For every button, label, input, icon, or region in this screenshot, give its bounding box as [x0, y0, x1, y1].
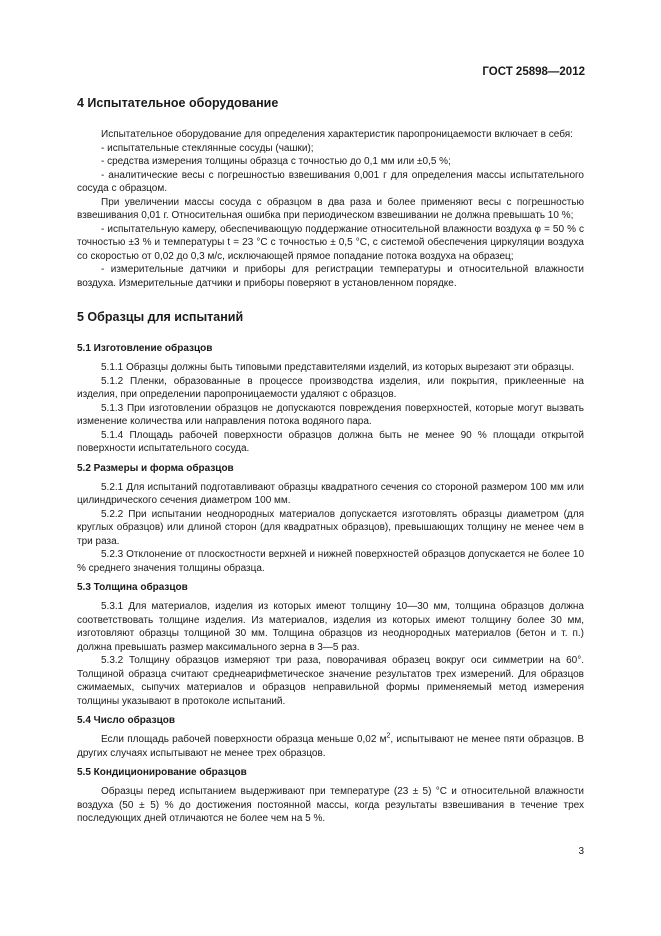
paragraph: Образцы перед испытанием выдерживают при температуре (23 ± 5) °С и относительной влажности воздуха (50 ± 5) % до достижения постоянной массы, когда результаты взвешивания в течение трех последующих дней отличаются не более чем на 5 %. [77, 786, 584, 824]
paragraph: 5.2.1 Для испытаний подготавливают образцы квадратного сечения со стороной размером 100 мм или цилиндрического сечения диаметром 100 мм. [77, 481, 584, 506]
paragraph: 5.1.4 Площадь рабочей поверхности образцов должна быть не менее 90 % площади открытой поверхности испытательного сосуда. [77, 429, 584, 454]
superscript: 2 [386, 732, 391, 740]
paragraph: 5.1.2 Пленки, образованные в процессе производства изделия, или покрытия, приклеенные на изделия, при определении паропроницаемости удаляют с образцов. [77, 375, 584, 400]
list-item: - аналитические весы с погрешностью взвешивания 0,001 г для определения массы испытательного сосуда с образцом. [77, 169, 584, 194]
text-run: , испытывают не менее пяти образцов. В других случаях испытывают не менее трех образцов. [77, 734, 585, 759]
paragraph: 5.1.3 При изготовлении образцов не допускаются повреждения поверхностей, которые могут вызвать изменение количества или направления потока водяного пара. [77, 402, 584, 427]
paragraph: Испытательное оборудование для определения характеристик паропроницаемости включает в себя: [101, 129, 573, 140]
document-header-id: ГОСТ 25898—2012 [482, 66, 585, 78]
list-item: - средства измерения толщины образца с точностью до 0,1 мм или ±0,5 %; [101, 156, 451, 167]
subsection-5-2-heading: 5.2 Размеры и форма образцов [77, 462, 234, 474]
page-number: 3 [578, 846, 584, 857]
paragraph: 5.2.3 Отклонение от плоскостности верхней и нижней поверхностей образцов допускается не более 10 % среднего значения толщины образца. [77, 549, 584, 574]
text-run: Если площадь рабочей поверхности образца меньше 0,02 м [101, 734, 387, 745]
section-5-heading: 5 Образцы для испытаний [77, 310, 244, 324]
subsection-5-4-heading: 5.4 Число образцов [77, 715, 175, 726]
list-item: - испытательную камеру, обеспечивающую поддержание относительной влажности воздуха φ = 50 % с точностью ±3 % и температуры t = 23 °С с точностью ± 0,5 °С, с системой обеспечения циркуляции воздуха со скоростью от 0,02 до 0,3 м/с, исключающей прямое попадание потока воздуха на образец; [77, 223, 584, 262]
paragraph: 5.3.1 Для материалов, изделия из которых имеют толщину 10—30 мм, толщина образцов должна соответствовать толщине изделия. Из материалов, изделия из которых имеют толщину более 30 мм, изготовляют образцы толщиной 30 мм. Толщина образцов из неоднородных материалов (бетон и т. п.) должна превышать размер максимального зерна в 3—5 раз. [77, 601, 584, 653]
subsection-5-3-heading: 5.3 Толщина образцов [77, 582, 188, 593]
subsection-5-1-heading: 5.1 Изготовление образцов [77, 343, 213, 354]
subsection-5-5-heading: 5.5 Кондиционирование образцов [77, 767, 247, 778]
paragraph [77, 733, 584, 760]
document-body [77, 96, 584, 826]
section-4-heading: 4 Испытательное оборудование [77, 96, 279, 110]
paragraph: 5.3.2 Толщину образцов измеряют три раза, поворачивая образец вокруг оси симметрии на 60°. Толщиной образца считают среднеарифметическое значение результатов трех измерений. Для образцов сжимаемых, сыпучих материалов и образцов неправильной формы применяемый метод измерения толщины указывают в протоколе испытаний. [77, 655, 584, 707]
paragraph: 5.1.1 Образцы должны быть типовыми представителями изделий, из которых вырезают эти образцы. [101, 362, 575, 373]
list-item: - испытательные стеклянные сосуды (чашки); [101, 142, 314, 154]
list-item: - измерительные датчики и приборы для регистрации температуры и относительной влажности воздуха. Измерительные датчики и приборы поверяют в установленном порядке. [77, 264, 584, 289]
paragraph: 5.2.2 При испытании неоднородных материалов допускается изготовлять образцы диаметром (для круглых образцов) или длиной сторон (для квадратных образцов), превышающих толщину не менее чем в три раза. [77, 508, 584, 547]
paragraph: При увеличении массы сосуда с образцом в два раза и более применяют весы с погрешностью взвешивания 0,01 г. Относительная ошибка при периодическом взвешивании не должна превышать 10 %; [77, 196, 584, 221]
